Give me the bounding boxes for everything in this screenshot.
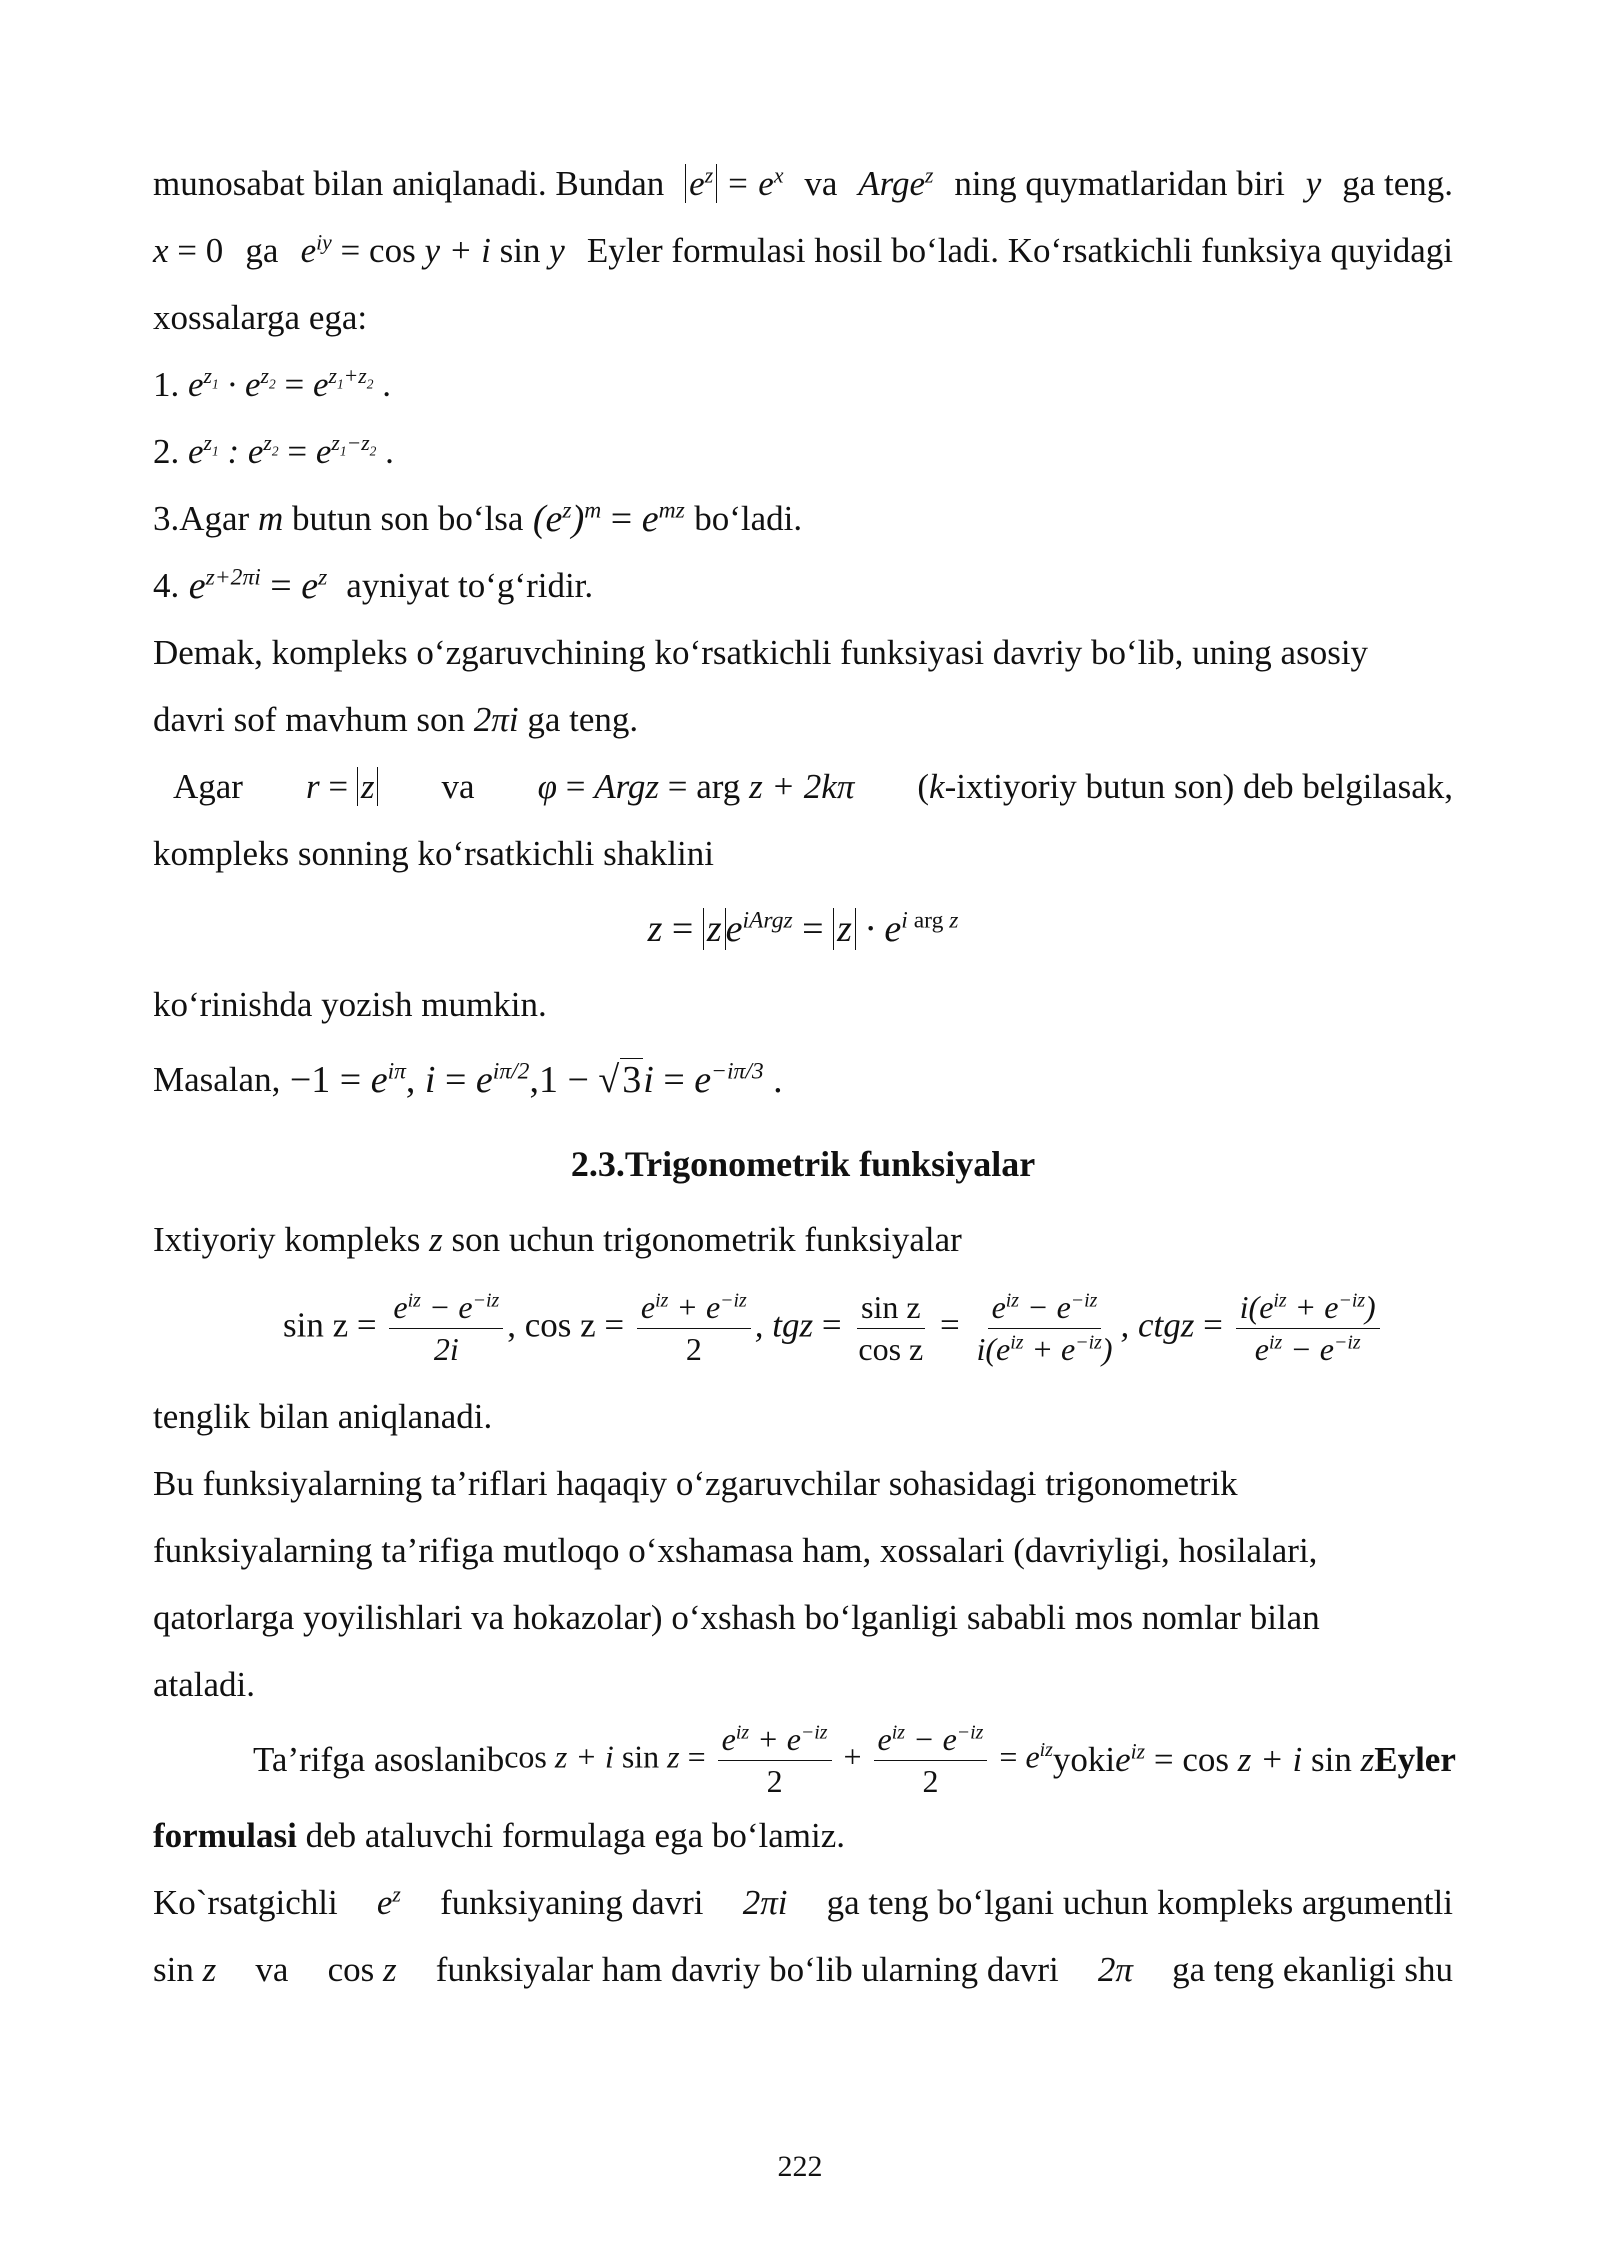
text: ataladi. bbox=[153, 1664, 256, 1704]
text-line bbox=[153, 1584, 1453, 1651]
formula: $e^z = e^x$ bbox=[685, 164, 783, 204]
property-3 bbox=[153, 485, 1453, 552]
text: ga teng ekanligi shu bbox=[1172, 1949, 1453, 1989]
list-number: 4. bbox=[153, 565, 180, 605]
text-line bbox=[153, 1450, 1453, 1517]
text: formulasi bbox=[153, 1815, 297, 1855]
formula: cos z + i sin z = $\frac{e^{iz} + e^{-iz}}{2}$ + $\frac{e^{iz} - e^{-iz}}{2}$ = $e^{iz}$ bbox=[504, 1720, 1053, 1799]
formula: φ = Argz = arg z + 2kπ bbox=[537, 766, 855, 806]
formula: $e^{iy} = \cos y + i$ sin y bbox=[300, 229, 565, 270]
text-line bbox=[153, 150, 1453, 217]
formula: r = z bbox=[306, 767, 379, 807]
text: yoki bbox=[1052, 1740, 1116, 1779]
text: Agar bbox=[173, 766, 243, 806]
text-line bbox=[153, 820, 1453, 887]
text: ko‘rinishda yozish mumkin. bbox=[153, 984, 547, 1024]
text: ga bbox=[245, 230, 279, 270]
property-1 bbox=[153, 351, 1453, 418]
text-line bbox=[153, 1802, 1453, 1869]
text: davri sof mavhum son bbox=[153, 699, 466, 739]
text-line bbox=[153, 971, 1453, 1038]
list-number: 2. bbox=[153, 431, 180, 471]
formula: x = 0 bbox=[153, 230, 224, 270]
formula: y bbox=[1305, 163, 1322, 203]
formula: sin z bbox=[153, 1949, 217, 1989]
list-number: 1. bbox=[153, 364, 180, 404]
formula: Arge$^z$ bbox=[858, 162, 934, 203]
formula: $e^z$ bbox=[376, 1881, 401, 1922]
text-line bbox=[153, 1651, 1453, 1718]
formula: $-1 = e^{i\pi}$, $i = e^{i\pi/2},1 - √3i = e^{-i\pi/3}$ . bbox=[289, 1058, 783, 1101]
text: -ixtiyoriy butun son) deb belgilasak, bbox=[944, 766, 1453, 806]
formula: 2π bbox=[1097, 1949, 1133, 1989]
text-line bbox=[153, 1517, 1453, 1584]
text: qatorlarga yoyilishlari va hokazolar) o‘xshash bo‘lganligi sababli mos nomlar bilan bbox=[153, 1597, 1320, 1637]
formula: $e^{z+2\pi i} = e^z$ bbox=[179, 563, 328, 607]
text-line bbox=[153, 753, 1453, 820]
formula: 2πi bbox=[742, 1882, 788, 1922]
text: funksiyalarning ta’rifiga mutloqo o‘xshamasa ham, xossalari (davriyligi, hosilalari, bbox=[153, 1530, 1318, 1570]
text: va bbox=[441, 766, 475, 806]
text: deb ataluvchi formulaga ega bo‘lamiz. bbox=[305, 1815, 845, 1855]
text: va bbox=[255, 1949, 289, 1989]
formula: z = z $e^{iArgz} = z \cdot e^{i arg z}$ bbox=[647, 907, 959, 950]
formula: $(e^z)^m = e^{mz}$ bbox=[523, 496, 685, 540]
formula: cos z bbox=[327, 1949, 397, 1989]
text: tenglik bilan aniqlanadi. bbox=[153, 1396, 493, 1436]
text: ga teng. bbox=[527, 699, 639, 739]
text: va bbox=[804, 163, 838, 203]
display-formula bbox=[153, 887, 1453, 971]
page-number: 222 bbox=[777, 2150, 823, 2183]
text: Masalan, bbox=[153, 1060, 281, 1099]
section-heading bbox=[153, 1122, 1453, 1206]
formula: 2πi bbox=[465, 699, 528, 739]
heading-text: 2.3.Trigonometrik funksiyalar bbox=[570, 1144, 1036, 1184]
text: bo‘ladi. bbox=[694, 498, 803, 538]
formula: (k-ixtiyoriy butun son) deb belgilasak, bbox=[917, 766, 1453, 806]
text: ga teng. bbox=[1342, 163, 1453, 203]
formula: sin z = $\frac{e^{iz} - e^{-iz}}{2i}$ , cos z = $\frac{e^{iz} + e^{-iz}}{2}$ , tgz = $\frac{\text{sin z}}{\text{cos z}}$ = $\frac{e^{iz} - e^{-iz}}{i(e^{iz} + e^{-iz})}$ , ctgz = $\frac{i(e^{iz} + e^{-iz})}{e^{iz} - e^{-iz}}$ bbox=[283, 1289, 1384, 1368]
text-line bbox=[153, 686, 1453, 753]
text-line bbox=[153, 1869, 1453, 1936]
text: Eyler formulasi hosil bo‘ladi. Ko‘rsatkichli funksiya quyidagi bbox=[586, 230, 1453, 270]
text-line bbox=[153, 284, 1453, 351]
text: ga teng bo‘lgani uchun kompleks argumentli bbox=[826, 1882, 1453, 1922]
text: funksiyalar ham davriy bo‘lib ularning davri bbox=[435, 1949, 1059, 1989]
text: xossalarga ega: bbox=[153, 297, 368, 337]
text: Ta’rifga asoslanib bbox=[253, 1740, 505, 1779]
text: Bu funksiyalarning ta’riflari haqaqiy o‘zgaruvchilar sohasidagi trigonometrik bbox=[153, 1463, 1238, 1503]
text: ning quymatlaridan biri bbox=[954, 163, 1285, 203]
text-line bbox=[153, 1936, 1453, 2003]
text-line bbox=[153, 1718, 1456, 1802]
page-content bbox=[153, 150, 1456, 2003]
text: munosabat bilan aniqlanadi. Bundan bbox=[153, 163, 665, 203]
text: butun son bo‘lsa bbox=[292, 498, 524, 538]
formula: z bbox=[420, 1219, 452, 1259]
property-4 bbox=[153, 552, 1453, 619]
text: funksiyaning davri bbox=[440, 1882, 704, 1922]
text: kompleks sonning ko‘rsatkichli shaklini bbox=[153, 833, 714, 873]
text-line bbox=[153, 1383, 1453, 1450]
text: 3.Agar bbox=[153, 498, 250, 538]
text: Eyler bbox=[1374, 1740, 1456, 1779]
text: Ko`rsatgichli bbox=[153, 1882, 338, 1922]
formula: $e^{z_1}$ : $e^{z_2} = e^{z_1-z_2}$ . bbox=[179, 430, 394, 471]
property-2 bbox=[153, 418, 1453, 485]
formula: m bbox=[249, 498, 292, 538]
text: ayniyat to‘g‘ridir. bbox=[346, 565, 594, 605]
formula: $e^{z_1} \cdot e^{z_2} = e^{z_1+z_2}$ . bbox=[179, 363, 391, 404]
text-line bbox=[153, 1206, 1453, 1273]
text-line bbox=[153, 619, 1453, 686]
text-line bbox=[153, 1038, 1453, 1122]
text: Demak, kompleks o‘zgaruvchining ko‘rsatkichli funksiyasi davriy bo‘lib, uning asosiy bbox=[153, 632, 1369, 672]
formula: $e^{iz} = \cos z + i$ sin z bbox=[1115, 1739, 1375, 1779]
text: Ixtiyoriy kompleks bbox=[153, 1219, 421, 1259]
text-line bbox=[153, 217, 1453, 284]
display-formula bbox=[153, 1273, 1453, 1383]
text: son uchun trigonometrik funksiyalar bbox=[451, 1219, 962, 1259]
